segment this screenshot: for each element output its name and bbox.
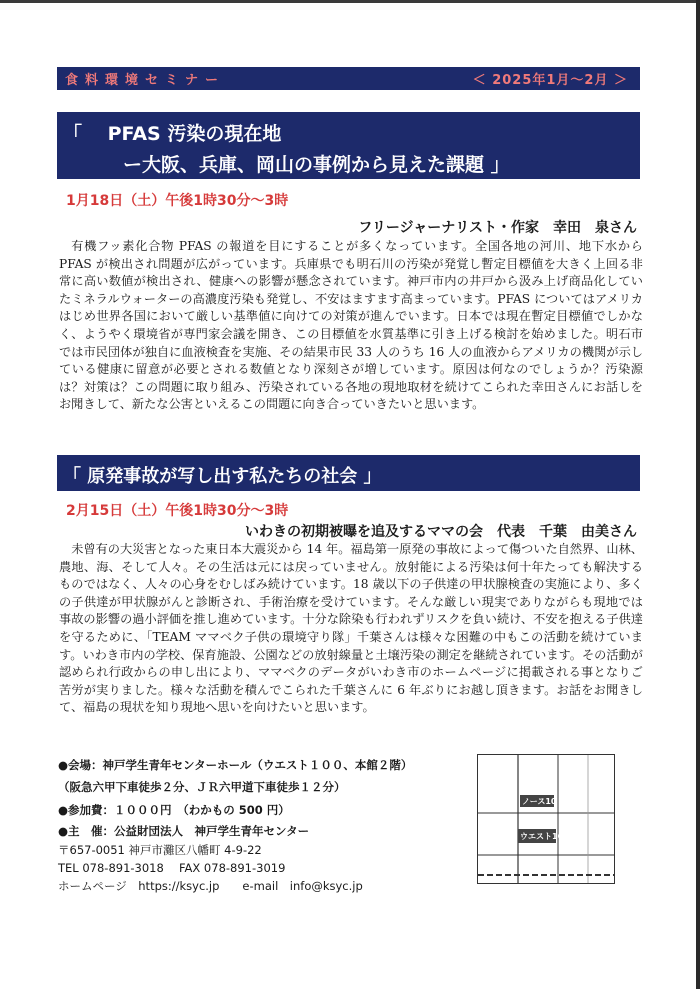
seminar2-datetime: 2月15日（土）午後1時30分～3時	[66, 503, 289, 519]
access-map	[477, 754, 615, 884]
phone-line: TEL 078-891-3018 FAX 078-891-3019	[58, 861, 286, 875]
seminar2-title: 「 原発事故が写し出す私たちの社会 」	[63, 466, 382, 487]
map-drawing	[478, 755, 614, 883]
web-line: ホームページ https://ksyc.jp e-mail info@ksyc.jp	[58, 879, 363, 893]
seminar2-body: 未曾有の大災害となった東日本大震災から 14 年。福島第一原発の事故によって傷ついた自然界、山林、農地、海、そして人々。その生活は元には戻っていません。放射能による汚染は何十年たっても解決するものではなく、人々の心身をむしばみ続けています。18 歳以下の子供達の甲状腺検査の実施により、多くの子供達が甲状腺がんと診断され、手術治療を受けています。そんな厳しい現実でありながらも現地では事故の影響の過小評価を推し進めています。十分な除染も行われずリスクを負い続け、不安を抱える子供達を守るために、「TEAM ママベク子供の環境守り隊」千葉さんは様々な困難の中もこの活動を続けています。いわき市内の学校、保育施設、公園などの放射線量と土壌汚染の測定を継続されています。その活動が認められ行政からの申し出により、ママベクのデータがいわき市のホームページに掲載される事となりご苦労が実りました。様々な活動を積んでこられた千葉さんに 6 年ぶりにお越し頂きます。お話をお聞きして、福島の現状を知り現地へ思いを向けたいと思います。	[59, 542, 643, 715]
seminar1-datetime: 1月18日（土）午後1時30分～3時	[66, 193, 289, 209]
series-period: ＜ 2025年1月～2月 ＞	[472, 73, 628, 88]
map-label-north: ノース10	[522, 797, 557, 806]
seminar2-title-box	[57, 455, 640, 491]
access-line: （阪急六甲下車徒歩２分、ＪＲ六甲道下車徒歩１２分）	[58, 780, 346, 794]
top-border	[0, 0, 700, 3]
organizer-line: ●主 催：公益財団法人 神戸学生青年センター	[58, 824, 310, 838]
venue-line: ●会場：神戸学生青年センターホール（ウエスト１００、本館２階）	[58, 758, 413, 772]
seminar2-speaker: いわきの初期被曝を追及するママの会 代表 千葉 由美さん	[245, 524, 637, 540]
right-border	[696, 0, 700, 989]
seminar1-body: 有機フッ素化合物 PFAS の報道を目にすることが多くなっています。全国各地の河川、地下水から PFAS が検出され問題が広がっています。兵庫県でも明石川の汚染が発覚し暫定目標値を大きく上回る非常に高い数値が検出され、健康への影響が懸念されています。神戸市内の井戸から汲み上げ商品化していたミネラルウォーターの高濃度汚染も発覚し、不安はますます高まっています。PFAS についてはアメリカはじめ世界各国において厳しい基準値に向けての対策が進んでいます。日本では現在暫定目標値でしかなく、ようやく環境省が専門家会議を開き、この目標値を水質基準に引き上げる検討を始めました。明石市では市民団体が独自に血液検査を実施、その結果市民 33 人のうち 16 人の血液からアメリカの機関が示している健康に留意が必要とされる数値となり深刻さが増しています。原因は何なのでしょうか？汚染源は？対策は？この問題に取り組み、汚染されている各地の現地取材を続けてこられた幸田さんにお話しをお聞きして、新たな公害といえるこの問題に向き合っていきたいと思います。	[59, 239, 643, 412]
seminar1-speaker: フリージャーナリスト・作家 幸田 泉さん	[358, 220, 637, 236]
seminar1-title-line2: ー大阪、兵庫、岡山の事例から見えた課題 」	[123, 154, 510, 176]
series-label: 食料環境セミナー	[65, 73, 226, 88]
seminar1-title-line1: 「 PFAS 汚染の現在地	[63, 123, 282, 145]
map-label-west: ウエスト100	[520, 832, 569, 841]
fee-line: ●参加費：１０００円 （わかもの 500 円）	[58, 803, 290, 817]
address-line: 〒657-0051 神戸市灘区八幡町 4-9-22	[58, 843, 262, 857]
seminar1-title-box	[57, 112, 640, 179]
series-banner	[57, 67, 640, 90]
